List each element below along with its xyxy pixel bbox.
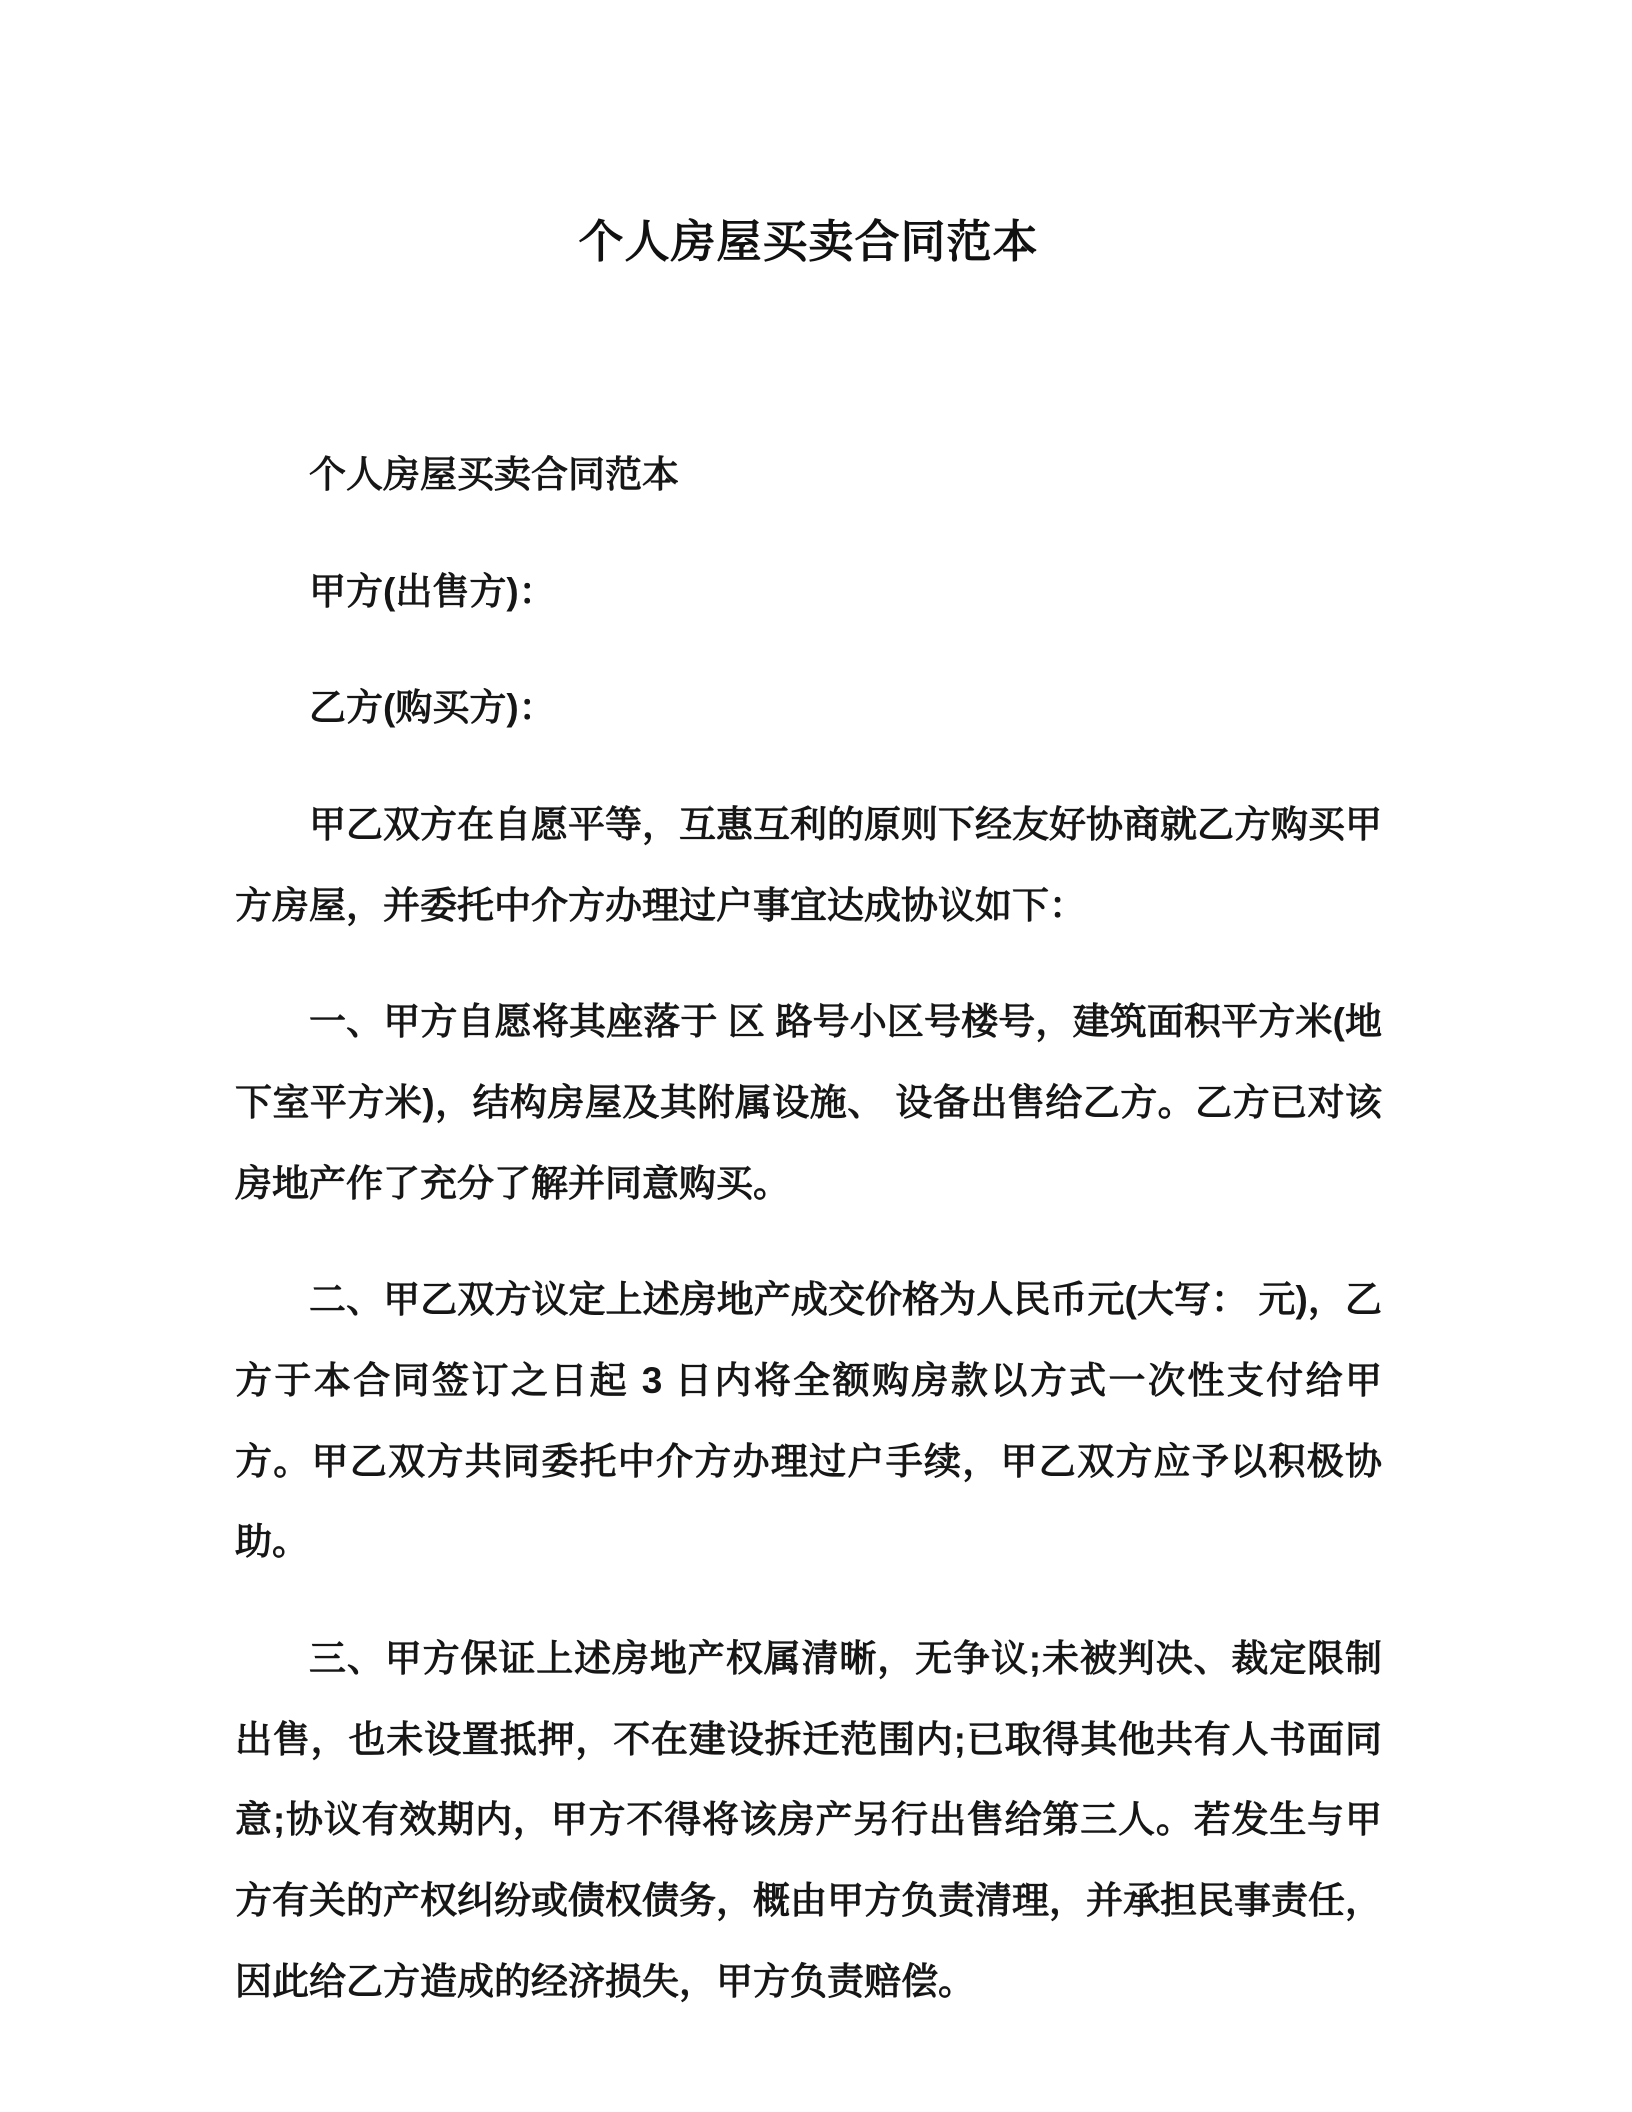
document-title: 个人房屋买卖合同范本 (578, 216, 1039, 267)
paragraph-party-a: 甲方(出售方)： (309, 570, 556, 612)
paragraph-clause-1: 一、甲方自愿将其座落于 区 路号小区号楼号，建筑面积平方米(地下室平方米)，结构房屋及其附属设施、 设备出售给乙方。乙方已对该房地产作了充分了解并同意购买。 (235, 1001, 1382, 1204)
paragraph-party-b: 乙方(购买方)： (309, 687, 556, 729)
paragraph-clause-3: 三、甲方保证上述房地产权属清晰，无争议;未被判决、裁定限制出售，也未设置抵押，不在建设拆迁范围内;已取得其他共有人书面同意;协议有效期内，甲方不得将该房产另行出售给第三人。若发生与甲方有关的产权纠纷或债权债务，概由甲方负责清理，并承担民事责任，因此给乙方造成的经济损失，甲方负责赔偿。 (235, 1637, 1382, 2002)
paragraph-preamble: 甲乙双方在自愿平等，互惠互利的原则下经友好协商就乙方购买甲方房屋，并委托中介方办理过户事宜达成协议如下： (235, 803, 1382, 926)
paragraph-subtitle: 个人房屋买卖合同范本 (309, 454, 679, 495)
document-body (235, 435, 1382, 2022)
paragraph-clause-2: 二、甲乙双方议定上述房地产成交价格为人民币元(大写： 元)，乙方于本合同签订之日起 3 日内将全额购房款以方式一次性支付给甲方。甲乙双方共同委托中介方办理过户手续，甲乙双方应予以积极协助。 (235, 1279, 1382, 1563)
